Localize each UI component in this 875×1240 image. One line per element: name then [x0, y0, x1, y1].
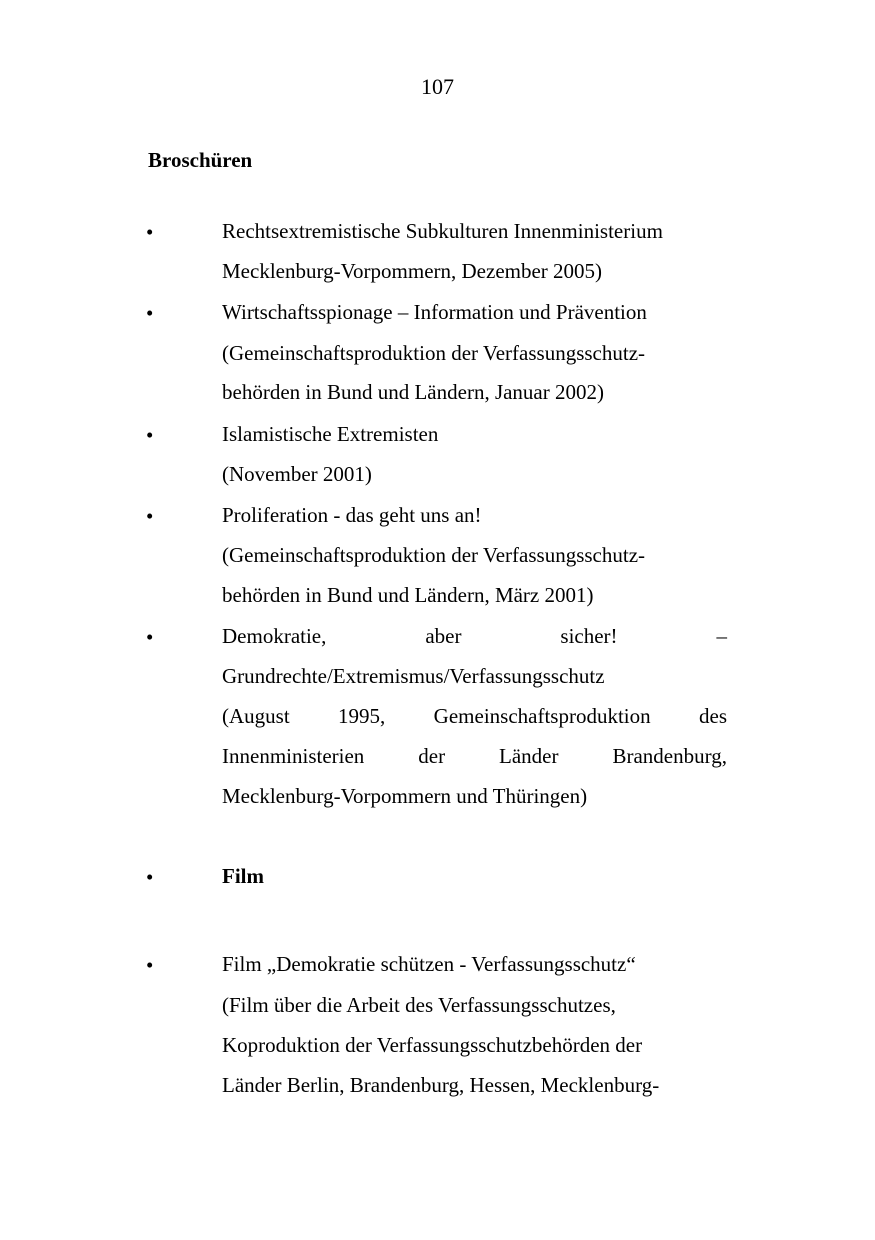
- bullet: •: [146, 301, 154, 325]
- page-number: 107: [421, 74, 454, 99]
- list-item-line: Koproduktion der Verfassungsschutzbehörden der: [222, 1033, 643, 1057]
- list-item-line: [222, 746, 727, 767]
- word: –: [716, 624, 727, 648]
- list-item-line: Film „Demokratie schützen - Verfassungsschutz“: [222, 952, 636, 976]
- word: Länder: [499, 744, 559, 768]
- list-item-line: Islamistische Extremisten: [222, 422, 439, 446]
- list-item-line: (Film über die Arbeit des Verfassungsschutzes,: [222, 993, 616, 1017]
- word: Demokratie,: [222, 624, 327, 648]
- subsection-heading: Film: [222, 864, 264, 888]
- bullet: •: [146, 625, 154, 649]
- list-item-line: [222, 706, 727, 727]
- list-item-line: Mecklenburg-Vorpommern, Dezember 2005): [222, 259, 603, 283]
- list-item-line: (November 2001): [222, 462, 372, 486]
- word: des: [699, 704, 727, 728]
- list-item-line: (Gemeinschaftsproduktion der Verfassungsschutz-: [222, 341, 646, 365]
- bullet: •: [146, 220, 154, 244]
- bullet: •: [146, 865, 154, 889]
- list-item-line: (Gemeinschaftsproduktion der Verfassungsschutz-: [222, 543, 646, 567]
- list-item-line: behörden in Bund und Ländern, Januar 2002): [222, 380, 604, 404]
- bullet: •: [146, 504, 154, 528]
- list-item-line: [222, 626, 727, 647]
- list-item-line: Proliferation - das geht uns an!: [222, 503, 482, 527]
- list-item-line: Mecklenburg-Vorpommern und Thüringen): [222, 784, 588, 808]
- word: Brandenburg,: [612, 744, 727, 768]
- word: der: [418, 744, 446, 768]
- list-item-line: Grundrechte/Extremismus/Verfassungsschutz: [222, 664, 605, 688]
- list-item-line: Länder Berlin, Brandenburg, Hessen, Mecklenburg-: [222, 1073, 660, 1097]
- word: aber: [425, 624, 462, 648]
- list-item-line: Rechtsextremistische Subkulturen Innenministerium: [222, 219, 663, 243]
- word: Gemeinschaftsproduktion: [433, 704, 651, 728]
- list-item-line: behörden in Bund und Ländern, März 2001): [222, 583, 594, 607]
- list-item-line: Wirtschaftsspionage – Information und Prävention: [222, 300, 647, 324]
- bullet: •: [146, 953, 154, 977]
- word: sicher!: [560, 624, 618, 648]
- bullet: •: [146, 423, 154, 447]
- word: Innenministerien: [222, 744, 365, 768]
- word: 1995,: [338, 704, 386, 728]
- section-heading: Broschüren: [148, 148, 253, 172]
- word: (August: [222, 704, 290, 728]
